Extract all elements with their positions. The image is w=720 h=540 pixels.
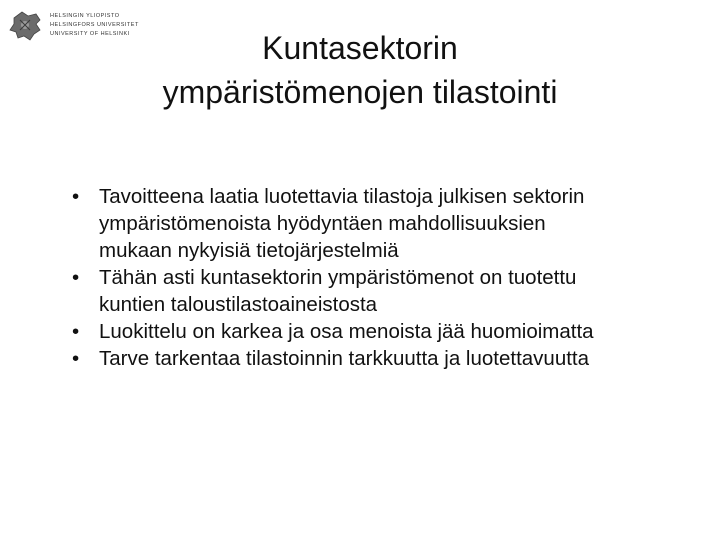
university-logo <box>6 8 139 48</box>
bullet-1-line-2: ympäristömenoista hyödyntäen mahdollisuuksien <box>99 212 546 235</box>
slide-title-line-1: Kuntasektorin <box>262 30 458 66</box>
bullet-1-line-1: Tavoitteena laatia luotettavia tilastoja julkisen sektorin <box>99 185 585 208</box>
bullet-icon: • <box>72 320 80 343</box>
university-seal-icon <box>6 8 46 44</box>
slide-title-line-2: ympäristömenojen tilastointi <box>162 74 558 110</box>
bullet-icon: • <box>72 185 80 208</box>
bullet-item-4 <box>72 345 692 372</box>
slide-title <box>120 26 600 114</box>
bullet-1-line-3: mukaan nykyisiä tietojärjestelmiä <box>99 239 399 262</box>
bullet-icon: • <box>72 266 80 289</box>
bullet-list <box>72 183 692 372</box>
bullet-4-line-1: Tarve tarkentaa tilastoinnin tarkkuutta ja luotettavuutta <box>99 347 590 370</box>
bullet-item-1 <box>72 183 692 264</box>
bullet-item-3 <box>72 318 692 345</box>
bullet-2-line-1: Tähän asti kuntasektorin ympäristömenot on tuotettu <box>99 266 577 289</box>
bullet-2-line-2: kuntien taloustilastoaineistosta <box>99 293 378 316</box>
bullet-3-line-1: Luokittelu on karkea ja osa menoista jää huomioimatta <box>99 320 594 343</box>
logo-line-sv: HELSINGFORS UNIVERSITET <box>50 22 139 28</box>
logo-line-en: UNIVERSITY OF HELSINKI <box>50 31 130 37</box>
bullet-item-2 <box>72 264 692 318</box>
bullet-icon: • <box>72 347 80 370</box>
logo-line-fi: HELSINGIN YLIOPISTO <box>50 13 120 19</box>
